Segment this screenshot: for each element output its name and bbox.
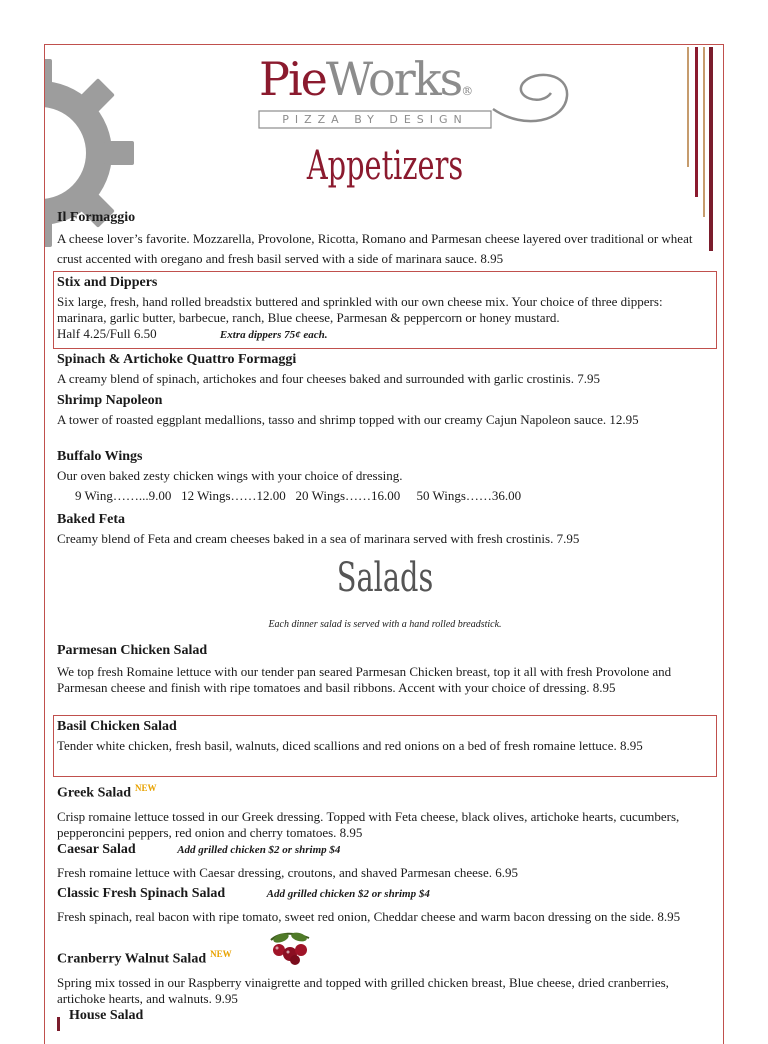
item-name-text: Cranberry Walnut Salad <box>57 951 207 967</box>
item-name: Il Formaggio <box>57 210 136 225</box>
item-note: Add grilled chicken $2 or shrimp $4 <box>266 888 430 900</box>
item-name <box>57 885 707 903</box>
item-description: We top fresh Romaine lettuce with our tender pan seared Parmesan Chicken breast, top it all with fresh Provolone and Parmesan cheese and finish with ripe tomatoes and basil ribbons. Accent with your choice of dressing. 8.95 <box>57 664 672 695</box>
item-description: A cheese lover’s favorite. Mozzarella, Provolone, Ricotta, Romano and Parmesan cheese layered over traditional or wheat crust accented with oregano and fresh basil served with a side of marinara sauce. 8.95 <box>57 231 693 266</box>
item-description: A creamy blend of spinach, artichokes and four cheeses baked and surrounded with garlic crostinis. 7.95 <box>57 371 600 386</box>
item-name: Spinach & Artichoke Quattro Formaggi <box>57 352 297 367</box>
item-description: Crisp romaine lettuce tossed in our Greek dressing. Topped with Feta cheese, black olives, artichoke hearts, cucumbers, pepperoncini peppers, red onion and cherry tomatoes. 8.95 <box>57 808 680 840</box>
item-name: Stix and Dippers <box>57 275 158 290</box>
menu-item <box>57 209 707 269</box>
menu-item <box>57 779 707 841</box>
menu-item <box>69 1007 719 1025</box>
salads-heading: Salads <box>336 555 434 601</box>
item-note: Extra dippers 75¢ each. <box>219 329 328 341</box>
section-marker <box>57 1017 60 1031</box>
item-name: Shrimp Napoleon <box>57 393 163 408</box>
item-description: Tender white chicken, fresh basil, walnuts, diced scallions and red onions on a bed of fresh romaine lettuce. 8.95 <box>57 738 643 753</box>
item-name-text: Greek Salad <box>57 785 132 801</box>
price-text: Half 4.25/Full 6.50 <box>57 326 157 341</box>
item-name-text: Classic Fresh Spinach Salad <box>57 886 226 901</box>
menu-item <box>57 642 707 696</box>
item-prices: 9 Wing……...9.00 12 Wings……12.00 20 Wings……16.00 50 Wings……36.00 <box>75 488 522 503</box>
item-name-text: Caesar Salad <box>57 842 136 857</box>
item-name <box>57 945 707 969</box>
logo-registered: ® <box>461 84 472 98</box>
menu-item <box>57 351 707 387</box>
menu-item <box>57 718 707 754</box>
logo-text-pie: Pie <box>259 52 326 106</box>
item-name: Baked Feta <box>57 512 126 527</box>
new-badge: NEW <box>210 949 232 959</box>
item-name: Parmesan Chicken Salad <box>57 643 208 658</box>
item-description: Fresh romaine lettuce with Caesar dressing, croutons, and shaved Parmesan cheese. 6.95 <box>57 865 519 880</box>
item-price <box>57 326 707 343</box>
item-name: Basil Chicken Salad <box>57 719 177 734</box>
cranberry-icon <box>265 930 313 966</box>
appetizers-heading: Appetizers <box>306 143 464 189</box>
item-name: House Salad <box>69 1008 144 1023</box>
item-note: Add grilled chicken $2 or shrimp $4 <box>177 844 341 856</box>
salads-subtitle: Each dinner salad is served with a hand rolled breadstick. <box>268 619 502 630</box>
logo-text-works: Works <box>325 52 462 106</box>
menu-item <box>57 885 707 925</box>
logo-tagline: PIZZA BY DESIGN <box>282 113 468 126</box>
menu-item <box>57 841 707 881</box>
item-description: Six large, fresh, hand rolled breadstix buttered and sprinkled with our own cheese mix. Your choice of three dippers: marinara, garlic butter, barbecue, ranch, Blue cheese, Parmesan & peppercorn or honey mustard. <box>57 294 663 325</box>
menu-item <box>57 392 707 428</box>
menu-page <box>44 44 724 1044</box>
item-description: Spring mix tossed in our Raspberry vinaigrette and topped with grilled chicken breast, Blue cheese, dried cranberries, artichoke hearts, and walnuts. 9.95 <box>57 974 669 1006</box>
item-description: Our oven baked zesty chicken wings with your choice of dressing. <box>57 468 403 483</box>
new-badge: NEW <box>135 783 157 793</box>
menu-item <box>57 945 707 1007</box>
item-name <box>57 779 707 803</box>
item-name: Buffalo Wings <box>57 449 143 464</box>
menu-item <box>57 274 707 343</box>
menu-item <box>57 448 707 504</box>
item-description: Creamy blend of Feta and cream cheeses baked in a sea of marinara served with fresh crostinis. 7.95 <box>57 531 580 546</box>
menu-item <box>57 511 707 547</box>
item-name <box>57 841 707 859</box>
pieworks-logo <box>255 51 585 141</box>
item-description: Fresh spinach, real bacon with ripe tomato, sweet red onion, Cheddar cheese and warm bacon dressing on the side. 8.95 <box>57 909 681 924</box>
item-description: A tower of roasted eggplant medallions, tasso and shrimp topped with our creamy Cajun Napoleon sauce. 12.95 <box>57 412 639 427</box>
